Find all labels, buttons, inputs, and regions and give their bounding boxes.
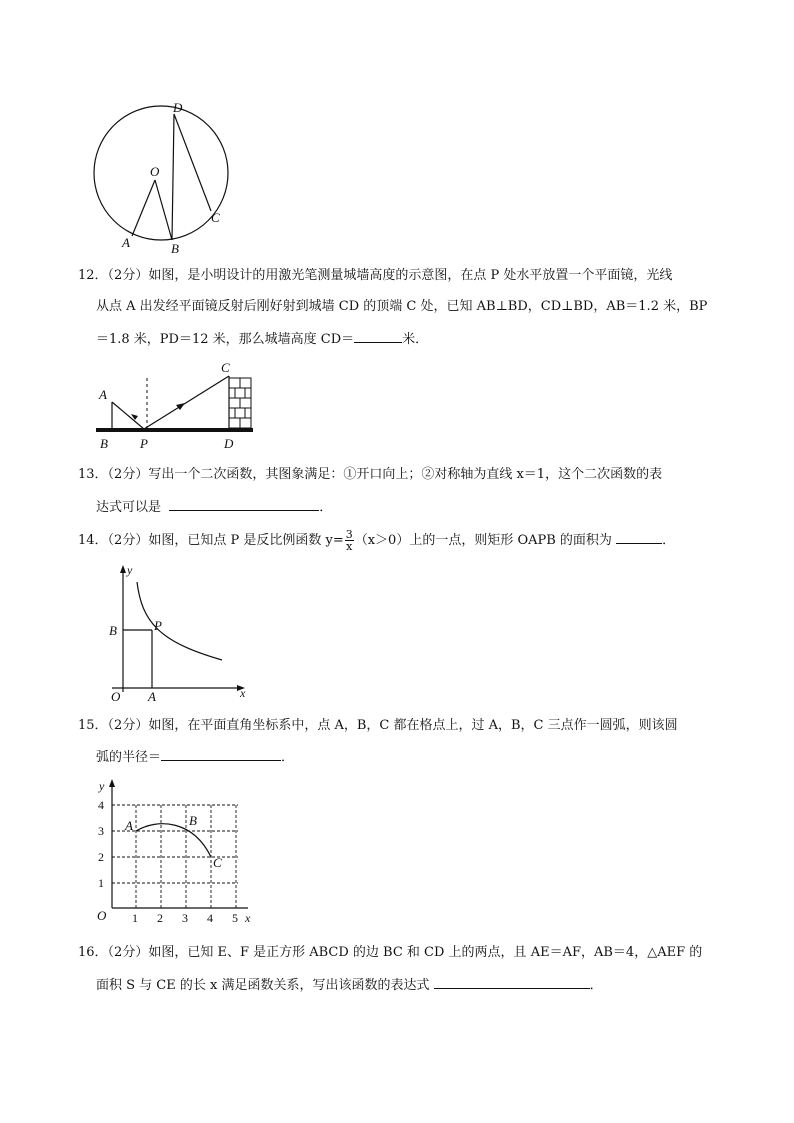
- q13-answer-blank[interactable]: [169, 496, 319, 511]
- q12-text-3: ＝1.8 米，PD＝12 米，那么城墙高度 CD＝: [96, 332, 355, 347]
- q15-line2: [96, 746, 294, 768]
- label-B: B: [109, 623, 117, 638]
- q12-text-1: 如图，是小明设计的用激光笔测量城墙高度的示意图，在点 P 处水平放置一个平面镜，光线: [148, 268, 673, 283]
- arrow-head-2: [176, 403, 185, 410]
- chord-DC: [174, 114, 211, 211]
- q16-score: （2分）: [107, 945, 149, 960]
- xtick-3: 3: [182, 911, 188, 925]
- q15-answer-blank[interactable]: [161, 746, 281, 761]
- label-O: O: [97, 908, 107, 923]
- q13-text-3: ．: [319, 500, 333, 515]
- label-O: O: [111, 689, 121, 704]
- label-B: B: [100, 436, 108, 451]
- q16-text-1: 如图，已知 E、F 是正方形 ABCD 的边 BC 和 CD 上的两点，且 AE＝AF，AB＝4，△AEF 的: [148, 945, 703, 960]
- label-x: x: [240, 686, 246, 700]
- hyperbola-curve: [137, 582, 222, 660]
- ytick-3: 3: [98, 824, 104, 838]
- chord-OA: [132, 180, 155, 236]
- label-B: B: [171, 241, 179, 256]
- q14-text-1: 如图，已知点 P 是反比例函数 y=: [148, 533, 344, 548]
- q16-number: 16．: [78, 945, 108, 960]
- label-A: A: [125, 818, 133, 833]
- label-P: P: [154, 618, 162, 633]
- ray-P-to-C: [144, 376, 229, 429]
- ytick-4: 4: [98, 798, 104, 812]
- q13-text-2: 达式可以是: [96, 500, 162, 515]
- label-C: C: [213, 855, 222, 870]
- q12-line2: [96, 297, 707, 317]
- q12-number: 12．: [78, 268, 108, 283]
- ytick-2: 2: [98, 850, 104, 864]
- q14-text-3: ．: [662, 533, 676, 548]
- ray-A-to-P: [112, 402, 144, 429]
- circle-figure: [88, 98, 238, 256]
- q15-line1: [78, 716, 678, 736]
- mirror-wall-figure: [90, 360, 260, 452]
- xtick-1: 1: [132, 911, 138, 925]
- circle-outline: [94, 106, 228, 240]
- reciprocal-figure: [104, 562, 254, 702]
- q15-number: 15．: [78, 718, 108, 733]
- q14-line1: [78, 528, 675, 554]
- q13-number: 13．: [78, 467, 108, 482]
- chord-DB: [172, 114, 174, 240]
- label-A: A: [122, 235, 130, 250]
- q15-score: （2分）: [107, 718, 149, 733]
- label-O: O: [150, 164, 160, 179]
- label-D: D: [173, 100, 183, 115]
- q14-answer-blank[interactable]: [616, 529, 662, 544]
- xtick-4: 4: [207, 911, 213, 925]
- arc-ABC: [136, 824, 211, 857]
- q12-text-2: 从点 A 出发经平面镜反射后刚好射到城墙 CD 的顶端 C 处，已知 AB⊥BD，CD⊥BD，AB＝1.2 米，BP: [96, 299, 708, 314]
- q13-line1: [78, 465, 662, 485]
- q16-answer-blank[interactable]: [434, 974, 590, 989]
- q15-text-1: 如图，在平面直角坐标系中，点 A，B，C 都在格点上，过 A，B，C 三点作一圆弧，则该圆: [148, 718, 678, 733]
- chord-OB: [155, 180, 172, 240]
- label-D: D: [224, 436, 234, 451]
- q14-score: （2分）: [107, 533, 149, 548]
- q14-frac-num: 3: [345, 528, 353, 541]
- y-axis-arrow: [120, 565, 126, 573]
- q12-line3: [96, 328, 428, 350]
- q13-line2: [96, 496, 332, 518]
- label-B: B: [189, 813, 197, 828]
- ytick-1: 1: [98, 876, 104, 890]
- q12-score: （2分）: [107, 268, 149, 283]
- q15-text-3: ．: [281, 750, 295, 765]
- grid-figure: [88, 770, 268, 930]
- y-axis-arrow: [109, 779, 115, 787]
- q13-text-1: 写出一个二次函数，其图象满足：①开口向上；②对称轴为直线 x＝1，这个二次函数的表: [148, 467, 663, 482]
- q14-frac-den: x: [346, 540, 353, 553]
- xtick-5: 5: [232, 911, 238, 925]
- label-C: C: [211, 210, 220, 225]
- q14-text-2: （x＞0）上的一点，则矩形 OAPB 的面积为: [354, 533, 612, 548]
- label-y: y: [127, 563, 133, 577]
- label-A: A: [148, 689, 156, 704]
- q13-score: （2分）: [107, 467, 149, 482]
- q16-line2: [96, 974, 603, 996]
- q14-fraction: [345, 529, 354, 552]
- label-P: P: [140, 436, 148, 451]
- label-y: y: [99, 779, 105, 793]
- xtick-2: 2: [157, 911, 163, 925]
- q12-text-4: 米．: [402, 332, 429, 347]
- q16-line1: [78, 943, 702, 963]
- q14-number: 14．: [78, 533, 108, 548]
- label-x: x: [245, 911, 251, 925]
- q16-text-2: 面积 S 与 CE 的长 x 满足函数关系，写出该函数的表达式: [96, 978, 430, 993]
- label-C: C: [221, 360, 230, 375]
- q16-text-3: ．: [589, 978, 603, 993]
- q12-line1: [78, 266, 672, 286]
- q15-text-2: 弧的半径＝: [96, 750, 162, 765]
- q12-answer-blank[interactable]: [354, 328, 402, 343]
- label-A: A: [99, 387, 107, 402]
